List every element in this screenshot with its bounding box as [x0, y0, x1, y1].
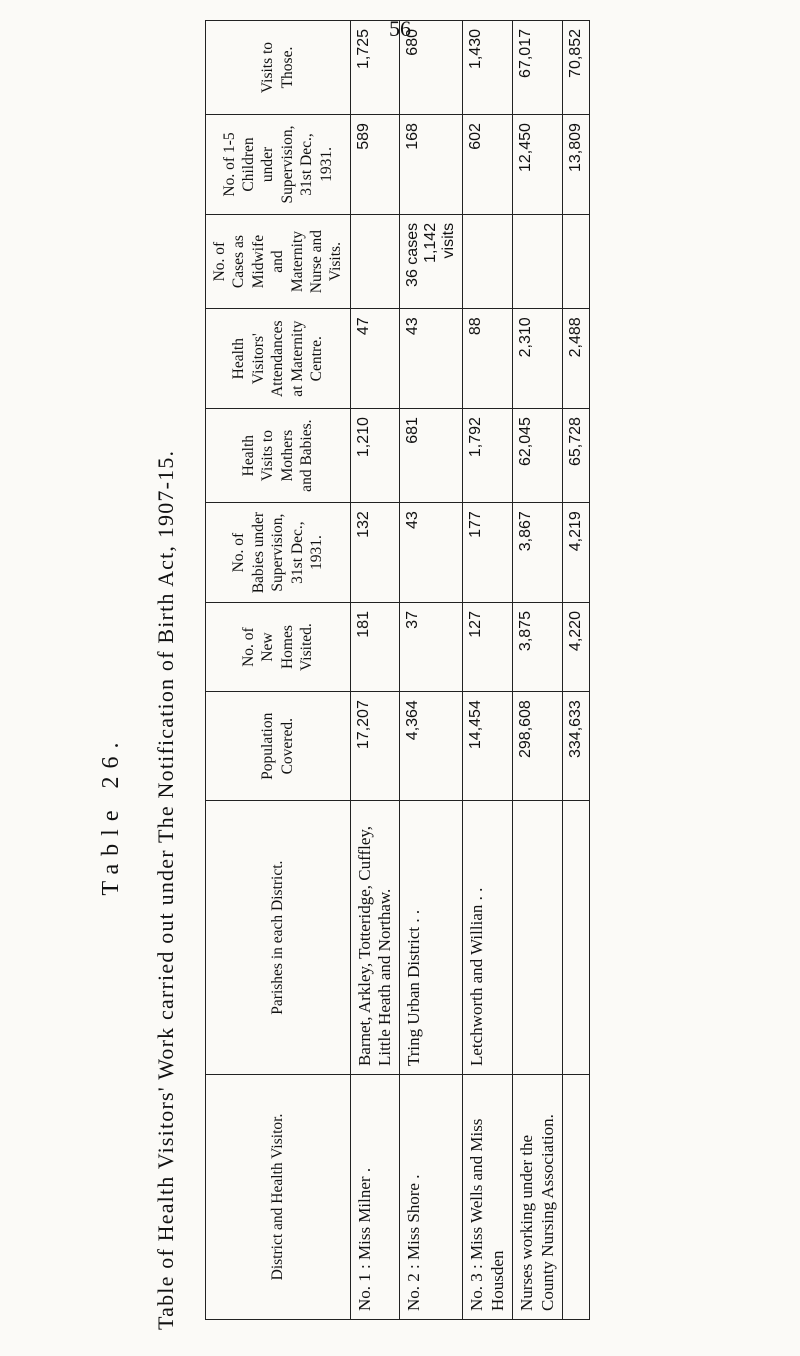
new-homes-cell: 37: [400, 603, 463, 692]
header-children: No. of 1-5 Children under Supervision, 31st Dec., 1931.: [206, 115, 351, 215]
population-total: 334,633: [562, 692, 589, 801]
children-cell: 589: [350, 115, 400, 215]
children-total: 13,809: [562, 115, 589, 215]
header-babies: No. of Babies under Supervision, 31st Dec., 1931.: [206, 503, 351, 603]
attendances-cell: 47: [350, 309, 400, 409]
district-cell: No. 2 : Miss Shore .: [400, 1075, 463, 1320]
babies-cell: 132: [350, 503, 400, 603]
table-row: [513, 21, 563, 1320]
rotated-page-content: [0, 20, 800, 1340]
district-cell: [562, 1075, 589, 1320]
district-cell: Nurses working under the County Nursing Association.: [513, 1075, 563, 1320]
visits-to-those-total: 70,852: [562, 21, 589, 115]
children-cell: 168: [400, 115, 463, 215]
health-visits-cell: 1,792: [463, 409, 513, 503]
table-row: [350, 21, 400, 1320]
header-attendances: Health Visitors' Attendances at Maternity Centre.: [206, 309, 351, 409]
header-population: Population Covered.: [206, 692, 351, 801]
header-visits-to-those: Visits to Those.: [206, 21, 351, 115]
children-cell: 12,450: [513, 115, 563, 215]
cases-cell: [513, 214, 563, 308]
attendances-cell: 43: [400, 309, 463, 409]
table-row: [400, 21, 463, 1320]
children-cell: 602: [463, 115, 513, 215]
health-visits-cell: 1,210: [350, 409, 400, 503]
header-row: [206, 21, 351, 1320]
header-cases: No. of Cases as Midwife and Maternity Nurse and Visits.: [206, 214, 351, 308]
district-cell: No. 3 : Miss Wells and Miss Housden: [463, 1075, 513, 1320]
health-visits-total: 65,728: [562, 409, 589, 503]
totals-row: [562, 21, 589, 1320]
district-cell: No. 1 : Miss Milner .: [350, 1075, 400, 1320]
parishes-cell: Letchworth and Willian . .: [463, 801, 513, 1075]
cases-total: [562, 214, 589, 308]
cases-cell: [463, 214, 513, 308]
page-number: 56: [389, 16, 411, 41]
health-visitors-table: [205, 20, 590, 1320]
babies-cell: 3,867: [513, 503, 563, 603]
visits-to-those-cell: 67,017: [513, 21, 563, 115]
visits-to-those-cell: 1,430: [463, 21, 513, 115]
table-caption: Table of Health Visitors' Work carried out under The Notification of Birth Act, 1907-15.: [153, 449, 178, 1330]
population-cell: 14,454: [463, 692, 513, 801]
parishes-cell: Barnet, Arkley, Totteridge, Cuffley, Little Heath and Northaw.: [350, 801, 400, 1075]
attendances-cell: 2,310: [513, 309, 563, 409]
visits-to-those-cell: 680: [400, 21, 463, 115]
header-new-homes: No. of New Homes Visited.: [206, 603, 351, 692]
health-visits-cell: 62,045: [513, 409, 563, 503]
new-homes-total: 4,220: [562, 603, 589, 692]
population-cell: 4,364: [400, 692, 463, 801]
new-homes-cell: 3,875: [513, 603, 563, 692]
parishes-cell: [513, 801, 563, 1075]
cases-cell: [350, 214, 400, 308]
new-homes-cell: 181: [350, 603, 400, 692]
table-label: Table 26.: [98, 734, 124, 896]
cases-cell: 36 cases 1,142 visits: [400, 214, 463, 308]
babies-total: 4,219: [562, 503, 589, 603]
babies-cell: 43: [400, 503, 463, 603]
header-health-visits: Health Visits to Mothers and Babies.: [206, 409, 351, 503]
health-visits-cell: 681: [400, 409, 463, 503]
visits-to-those-cell: 1,725: [350, 21, 400, 115]
table-row: [463, 21, 513, 1320]
header-district: District and Health Visitor.: [206, 1075, 351, 1320]
header-parishes: Parishes in each District.: [206, 801, 351, 1075]
babies-cell: 177: [463, 503, 513, 603]
parishes-cell: [562, 801, 589, 1075]
population-cell: 17,207: [350, 692, 400, 801]
population-cell: 298,608: [513, 692, 563, 801]
new-homes-cell: 127: [463, 603, 513, 692]
parishes-cell: Tring Urban District . .: [400, 801, 463, 1075]
attendances-cell: 88: [463, 309, 513, 409]
attendances-total: 2,488: [562, 309, 589, 409]
